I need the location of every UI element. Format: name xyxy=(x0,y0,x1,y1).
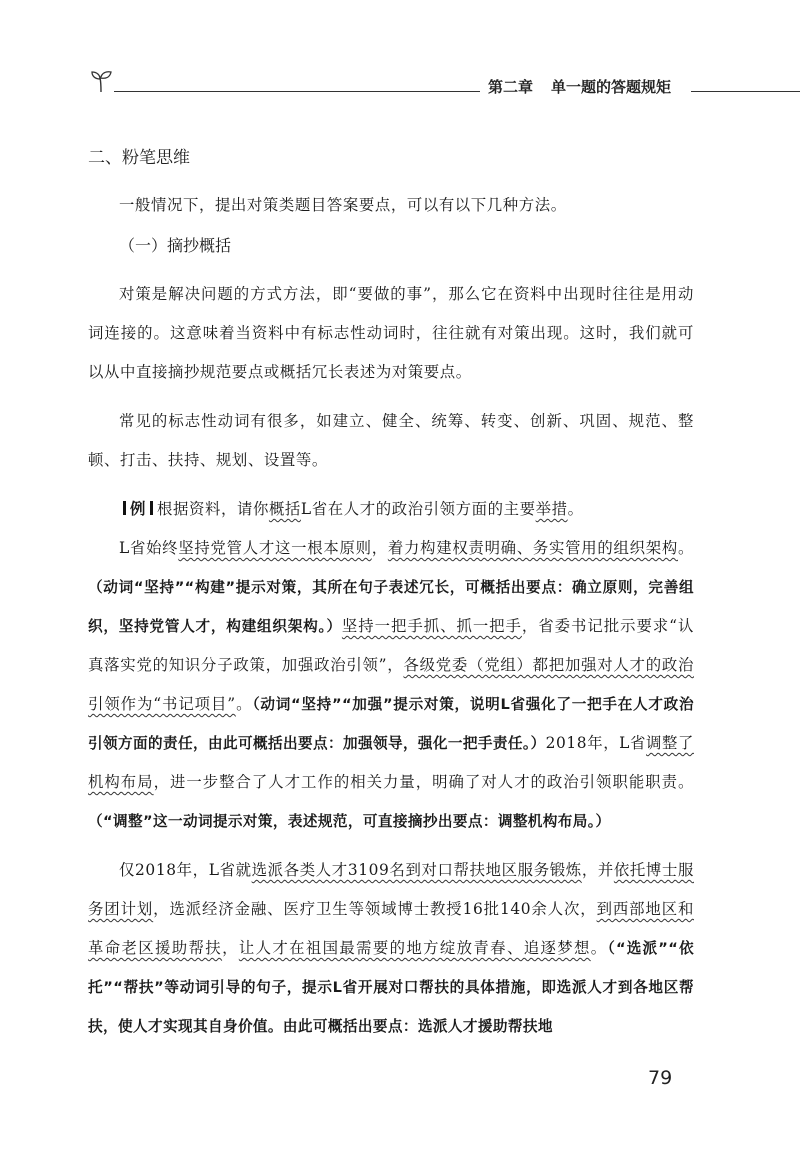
example-question: 例 根据资料，请你概括L省在人才的政治引领方面的主要举措。 xyxy=(88,490,694,529)
verb-paragraph: 对策是解决问题的方式方法，即“要做的事”，那么它在资料中出现时往往是用动词连接的。这意味着当资料中有标志性动词时，往往就有对策出现。这时，我们就可以从中直接摘抄规范要点或概括冗长表述为对策要点。 xyxy=(88,285,694,381)
page-body xyxy=(88,138,694,1046)
subsection-title: （一）摘抄概括 xyxy=(119,236,232,255)
section-title: 二、粉笔思维 xyxy=(88,148,190,168)
analysis-note: （动词“坚持”“加强”提示对策，说明L省强化了一把手在人才政治引领方面的责任，由此可概括出要点：加强领导，强化一把手责任。） xyxy=(88,696,694,752)
example-bar-left xyxy=(123,501,126,515)
sprout-icon xyxy=(88,68,114,94)
example-analysis: L省始终坚持党管人才这一根本原则，着力构建权责明确、务实管用的组织架构。（动词“坚持”“构建”提示对策，其所在句子表述冗长，可概括出要点：确立原则，完善组织，坚持党管人才，构建组织架构。）坚持一把手抓、抓一把手，省委书记批示要求“认真落实党的知识分子政策，加强政治引领”，各级党委（党组）都把加强对人才的政治引领作为“书记项目”。（动词“坚持”“加强”提示对策，说明L省强化了一把手在人才政治引领方面的责任，由此可概括出要点：加强领导，强化一把手责任。）2018年，L省调整了机构布局，进一步整合了人才工作的相关力量，明确了对人才的政治引领职能职责。（“调整”这一动词提示对策，表述规范，可直接摘抄出要点：调整机构布局。） xyxy=(88,539,694,830)
example-label: 例 xyxy=(130,500,146,518)
analysis-note: （“调整”这一动词提示对策，表述规范，可直接摘抄出要点：调整机构布局。） xyxy=(88,813,611,830)
chapter-number: 第二章 xyxy=(488,78,534,96)
intro-paragraph: 一般情况下，提出对策类题目答案要点，可以有以下几种方法。 xyxy=(119,196,567,214)
example-bar-right xyxy=(150,501,153,515)
header-rule-right xyxy=(691,91,800,92)
analysis-note: （动词“坚持”“构建”提示对策，其所在句子表述冗长，可概括出要点：确立原则，完善组织，坚持党管人才，构建组织架构。） xyxy=(88,579,694,635)
running-header xyxy=(88,66,800,100)
common-verbs-paragraph: 常见的标志性动词有很多，如建立、健全、统筹、转变、创新、巩固、规范、整顿、打击、扶持、规划、设置等。 xyxy=(88,412,694,469)
chapter-title: 单一题的答题规矩 xyxy=(551,78,672,96)
page-number: 79 xyxy=(648,1067,673,1089)
chapter-heading xyxy=(480,76,679,97)
analysis-note: （“选派”“依托”“帮扶”等动词引导的句子，提示L省开展对口帮扶的具体措施，即选派人才到各地区帮扶，使人才实现其自身价值。由此可概括出要点：选派人才援助帮扶地 xyxy=(88,940,694,1035)
example-paragraph-2018: 仅2018年，L省就选派各类人才3109名到对口帮扶地区服务锻炼，并依托博士服务团计划，选派经济金融、医疗卫生等领域博士教授16批140余人次，到西部地区和革命老区援助帮扶，让人才在祖国最需要的地方绽放青春、追逐梦想。（“选派”“依托”“帮扶”等动词引导的句子，提示L省开展对口帮扶的具体措施，即选派人才到各地区帮扶，使人才实现其自身价值。由此可概括出要点：选派人才援助帮扶地 xyxy=(88,861,694,1035)
header-rule-left xyxy=(114,91,488,92)
